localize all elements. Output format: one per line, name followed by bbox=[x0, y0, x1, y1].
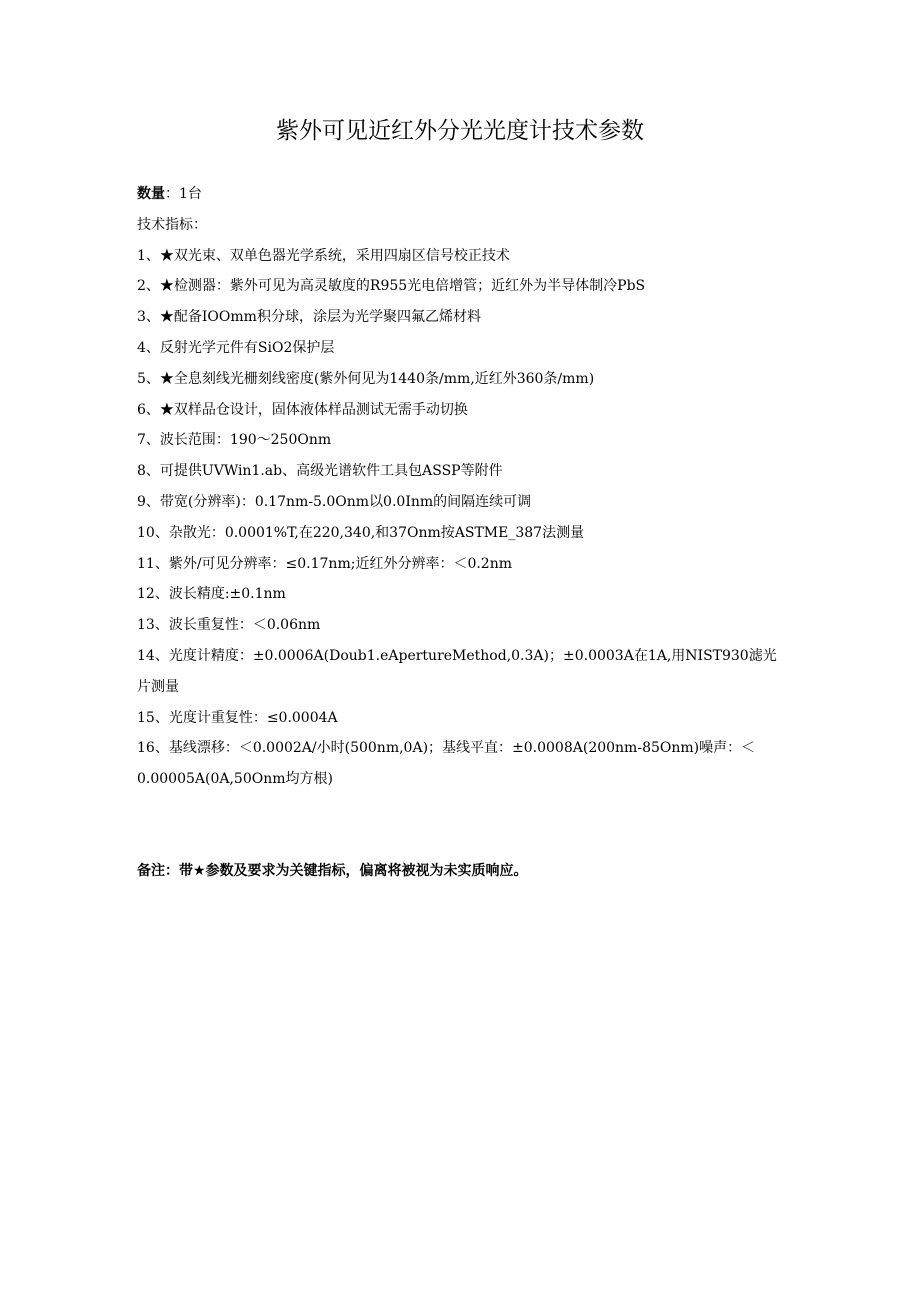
remark-note: 备注：带★参数及要求为关键指标，偏离将被视为未实质响应。 bbox=[137, 862, 528, 879]
quantity-label: 数量 bbox=[137, 186, 165, 202]
spec-item-6: 6、★双样品仓设计，固体液体样品测试无需手动切换 bbox=[137, 401, 468, 418]
spec-item-15: 15、光度计重复性：≤0.0004A bbox=[137, 709, 338, 726]
spec-item-11: 11、紫外/可见分辨率：≤0.17nm;近红外分辨率：＜0.2nm bbox=[137, 555, 512, 572]
quantity-line bbox=[137, 179, 787, 210]
spec-item-3: 3、★配备IOOmm积分球，涂层为光学聚四氟乙烯材料 bbox=[137, 309, 481, 326]
spec-item-9: 9、带宽(分辨率)：0.17nm-5.0Onm以0.0Inm的间隔连续可调 bbox=[137, 493, 532, 510]
spec-item-8: 8、可提供UVWin1.ab、高级光谱软件工具包ASSP等附件 bbox=[137, 463, 503, 480]
quantity-value: ：1台 bbox=[165, 186, 202, 202]
spec-item-13: 13、波长重复性：＜0.06nm bbox=[137, 617, 321, 634]
section-spacer bbox=[137, 795, 787, 856]
spec-item-5: 5、★全息刻线光栅刻线密度(紫外何见为1440条∕mm,近红外360条∕mm) bbox=[137, 370, 595, 387]
document-body bbox=[137, 179, 787, 887]
spec-item-7: 7、波长范围：190～250Onm bbox=[137, 432, 332, 449]
spec-item-16: 16、基线漂移：＜0.0002A/小时(500nm,0A)；基线平直：±0.0008A(200nm-85Onm)噪声：＜0.00005A(0A,50Onm均方根) bbox=[137, 740, 756, 788]
spec-heading: 技术指标： bbox=[137, 216, 207, 233]
spec-item-10: 10、杂散光：0.0001%T,在220,340,和37Onm按ASTME_387法测量 bbox=[137, 524, 585, 541]
spec-item-14: 14、光度计精度：±0.0006A(Doub1.eApertureMethod,0.3A)；±0.0003A在1A,用NIST930滤光片测量 bbox=[137, 647, 777, 695]
spec-item-2: 2、★检测器：紫外可见为高灵敏度的R955光电倍增管；近红外为半导体制冷PbS bbox=[137, 278, 646, 295]
document-title: 紫外可见近红外分光光度计技术参数 bbox=[276, 118, 644, 144]
spec-item-1: 1、★双光束、双单色器光学系统，采用四扇区信号校正技术 bbox=[137, 247, 510, 264]
spec-item-12: 12、波长精度:±0.1nm bbox=[137, 586, 286, 603]
spec-item-4: 4、反射光学元件有SiO2保护层 bbox=[137, 339, 335, 356]
